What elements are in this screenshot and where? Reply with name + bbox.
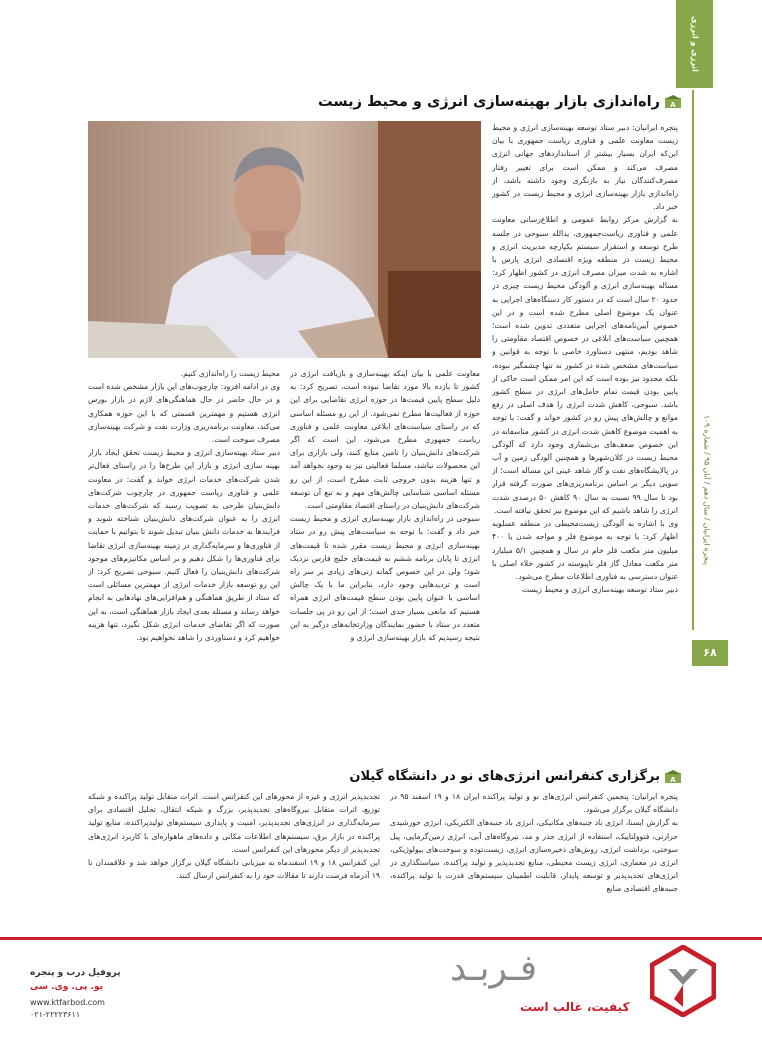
svg-text:A: A (670, 101, 676, 109)
section-tab (676, 0, 713, 88)
article1-middle-paragraph: سبوحی در راه‌اندازی بازار بهینه‌سازی انرژی و محیط زیست خبر داد و گفت: با توجه به سیاست‌های پیش رو در ستاد بهینه‌سازی انرژی و محیط زیست مقرر شده تا قیمت‌های انرژی تا پایان برنامه ششم به قیمت‌های خلیج فارس نزدیک شود؛ ولی در این خصوص گمانه زنی‌های زیادی بر سر راه است و تردیدهایی وجود دارد، بنابراین ما با یک چالش اساسی با عنوان پایین بودن سطح قیمت‌های انرژی همراه هستیم که مانعی بسیار جدی است؛ از این رو در پی جلسات متعدد در ستاد با حضور نمایندگان وزارتخانه‌های درگیر به این نتیجه رسیدیم که بازار بهینه‌سازی انرژی و (290, 514, 480, 643)
ad-emblem-icon (650, 945, 716, 1017)
article1-title-row (318, 94, 682, 110)
article2-title-row (349, 769, 682, 784)
article1-column-left (88, 367, 280, 771)
ad-product-type: یو. پی. وی. سی (30, 982, 103, 992)
article1-title: راه‌اندازی بازار بهینه‌سازی انرژی و محیط زیست (318, 94, 660, 110)
ad-slogan: کیفیت، غالب است (520, 1000, 630, 1014)
article1-right-paragraph: پنجره ایرانیان: دبیر ستاد توسعه بهینه‌سازی انرژی و محیط زیست معاونت علمی و فناوری ریاست جمهوری با بیان این‌که ایران بسیار بیشتر از استانداردهای جهانی انرژی مصرف می‌کند و ممکن است برای تغییر رفتار مصرف‌کنندگان نیاز به بازنگری وجود داشته باشد، از راه‌اندازی بازار بهینه‌سازی انرژی و محیط زیست در کشور خبر داد. (492, 123, 678, 212)
article1-left-paragraph: محیط زیست را راه‌اندازی کنیم. (180, 369, 280, 378)
article1-column-middle (290, 367, 480, 771)
article2-column-left (88, 790, 380, 930)
article1-middle-paragraph: معاونت علمی با بیان اینکه بهینه‌سازی و بازیافت انرژی در کشور تا بازده بالا مورد تقاضا نبوده است، تصریح کرد: به دلیل سطح پایین قیمت‌ها در حوزه انرژی تقاضایی برای این حوزه از فعالیت‌ها مطرح نمی‌شود. از این رو مسئله اساسی که در راستای سیاست‌های ابلاغی معاونت علمی و فناوری ریاست جمهوری مطرح می‌شود، این است که اگر شرکت‌های دانش‌بنیان را تامین منابع کنند، ولی بازاری برای این محصولات نباشد، مسلما فعالیتی نیز به وجود نخواهد آمد و تنها هزینه بدون خروجی ثابت مطرح است، از این رو مسئله اساسی شناسایی چالش‌های مهم و به تبع آن توسعه شرکت‌های دانش‌بنیان در راستای اقتصاد مقاومتی است. (290, 369, 480, 511)
article1-left-paragraph: دبیر ستاد بهینه‌سازی انرژی و محیط زیست تحقق ایجاد بازار بهینه سازی انرژی و بازار این طرح‌ها را در راستای فعال‌تر شدن شرکت‌های خدمات انرژی خواند و گفت: در معاونت علمی و فناوری ریاست جمهوری در چارچوب شرکت‌های دانش‌بنیان طرحی به تصویب رسید که شرکت‌های خدمات انرژی را به عنوان شرکت‌های دانش‌بنیان شناخته شوند و فرایندها به خدمات دانش بنیان تبدیل شوند تا بتوانیم با حمایت از فناوری‌ها و سرمایه‌گذاری در زمینه بهینه‌سازی انرژی تقاضا برای فناوری‌ها را شکل دهیم و بر اساس مکانیزم‌های موجود شرکت‌های دانش‌بنیان را فعال کنیم. سبوحی تصریح کرد: از این رو توسعه بازار خدمات انرژی از مهمترین مسائلی است که ستاد از طریق هماهنگی و هم‌افزایی‌های نهادهایی به انجام خواهد رساند و مسئله بعدی ایجاد بازار هماهنگی است، به این صورت که اگر تقاضای خدمات انرژی شکل نگیرد، تنها هزینه خواهیم کرد و دستاوردی را شاهد نخواهیم بود. (88, 448, 280, 643)
article1-column-right (492, 121, 678, 771)
article2-right-paragraph: پنجره ایرانیان: پنجمین کنفرانس انرژی‌های نو و تولید پراکنده ایران ۱۸ و ۱۹ اسفند ۹۵ در دانشگاه گیلان برگزار می‌شود. (390, 792, 678, 815)
article2-right-paragraph: به گزارش ایسنا، انرژی باد جنبه‌های مکانیکی، انرژی باد جنبه‌های الکتریکی، انرژی خورشیدی حرارتی، فتوولتاییک، استفاده از انرژی جذر و مد، نیروگاه‌های آبی، انرژی زمین‌گرمایی، پیل سوختی، برداشت انرژی، روش‌های ذخیره‌سازی انرژی، زیست‌توده و سوخت‌های بیولوژیکی، انرژی در معماری، انرژی زیست محیطی، منابع تجدیدپذیر و تولید پراکنده، سیاستگذاری در انرژی‌های تجدیدپذیر و توسعه پایدار، قابلیت اطمینان سیستم‌های قدرت با تولید پراکنده، جنبه‌های اقتصادی منابع (390, 818, 678, 894)
energy-logo-icon (664, 770, 682, 784)
page-number: ۶۸ (692, 640, 728, 666)
ad-website-link[interactable]: www.ktfarbod.com (30, 998, 105, 1007)
svg-text:A: A (670, 775, 676, 784)
issue-info-text: پنجره ایرانیان / سال دهم / آبان ۹۵ / شماره ۱۰۹ (702, 414, 712, 566)
issue-info (700, 350, 714, 630)
side-divider-line (692, 90, 694, 630)
section-label: انرژی و انرژی (690, 16, 699, 72)
ad-phone: ۰۲۱-۲۲۲۲۳۶۱۱ (30, 1010, 81, 1019)
article1-right-paragraph: وی با اشاره به آلودگی زیست‌محیطی در منطقه عسلویه اظهار کرد: با توجه به موضوع فلر و مواجه شدن با ۴۰۰ میلیون متر مکعب فلر خام در سال و همچنین ۵/۱ میلیارد متر مکعب معادل گاز فلر ناپیوسته در کشور خلاء اصلی با عنوان دسترسی به فناوری اطلاعات مطرح می‌شود. (492, 519, 678, 581)
ad-brand-logo: فـربـد (450, 948, 538, 989)
article1-right-paragraph: دبیر ستاد توسعه بهینه‌سازی انرژی و محیط زیست (521, 585, 678, 595)
article1-right-paragraph: به گزارش مرکز روابط عمومی و اطلاع‌رسانی معاونت علمی و فناوری ریاست‌جمهوری، یدالله سبوحی در جلسه طرح توسعه و استقرار سیستم یکپارچه مدیریت انرژی و محیط زیست در منطقه ویژه اقتصادی انرژی پارس با اشاره به شدت میزان مصرف انرژی در کشور اظهار کرد: مساله بهینه‌سازی انرژی و آلودگی محیط زیست چیزی در حدود ۲۰ سال است که در دستور کار دستگاه‌های اجرایی به عنوان یک موضوع اصلی مطرح شده است و در این خصوص آیین‌نامه‌های اجرایی متعددی تدوین شده است؛ همچنین سیاست‌های ابلاغی در خصوص اقتصاد مقاومتی را شاهد بودیم، منتهی دستاورد خاصی با توجه به قوانین و سیاست‌های مشخص شده در کشور نه تنها چشمگیر نبوده، بلکه محدود نیز بوده است که این امر ممکن است حاکی از پایین بودن قیمت تمام حامل‌های انرژی در سطح کشور باشد. سبوحی، کاهش شدت انرژی را هدف اصلی در رفع موانع و چالش‌های پیش رو در کشور خواند و گفت: با توجه به اهمیت موضوع کاهش شدت انرژی در کشور متاسفانه در این خصوص ضعف‌های بی‌شماری وجود دارد که آلودگی محیط زیست در کلان‌شهرها و همچنین آلودگی زمین و آب در پالایشگاه‌های نفت و گاز شاهد عینی این مساله است؛ از سویی دیگر بر اساس برنامه‌ریزی‌های صورت گرفته قرار بود تا سال ۹۹ نسبت به سال ۹۰ کاهش ۵۰ درصدی شدت انرژی را شاهد باشیم که این موضوع نیز تحقق نیافته است. (492, 215, 678, 515)
article2-column-right (390, 790, 678, 930)
article1-left-paragraph: وی در ادامه افزود: چارچوب‌های این بازار مشخص شده است و در حال حاضر در حال هماهنگی‌های لازم در بازار بورس انرژی هستیم و مهمترین قسمتی که با این حوزه همکاری می‌کند، معاونت برنامه‌ریزی وزارت نفت و شرکت بهینه‌سازی مصرف سوخت است. (88, 382, 280, 445)
ad-top-border (0, 937, 762, 940)
article2-left-paragraph: تجدیدپذیر انرژی و غیره از محورهای این کنفرانس است. اثرات متقابل تولید پراکنده و شبکه توزیع، اثرات متقابل نیروگاه‌های تجدیدپذیر، بزرگ و شبکه انتقال، تحلیل اقتصادی برای سرمایه‌گذاری در انرژی‌های تجدیدپذیر، امنیت و پایداری سیستم‌های تولیدپراکنده، منابع تولید پراکنده در بازار برق، سیستم‌های اطلاعات مکانی و داده‌های ماهواره‌ای با کاربرد انرژی‌های تجدیدپذیر از دیگر محورهای این کنفرانس است. (88, 792, 380, 854)
article2-title: برگزاری کنفرانس انرژی‌های نو در دانشگاه گیلان (349, 769, 660, 784)
energy-logo-icon (664, 95, 682, 109)
article2-left-paragraph: این کنفرانس ۱۸ و ۱۹ اسفندماه به میزبانی دانشگاه گیلان برگزار خواهد شد و علاقمندان تا ۱۹ آذرماه فرصت دارند تا مقالات خود را به کنفرانس ارسال کنند. (88, 858, 380, 881)
ad-product-line: پروفیل درب و پنجره (30, 968, 121, 978)
article1-photo (88, 121, 481, 358)
